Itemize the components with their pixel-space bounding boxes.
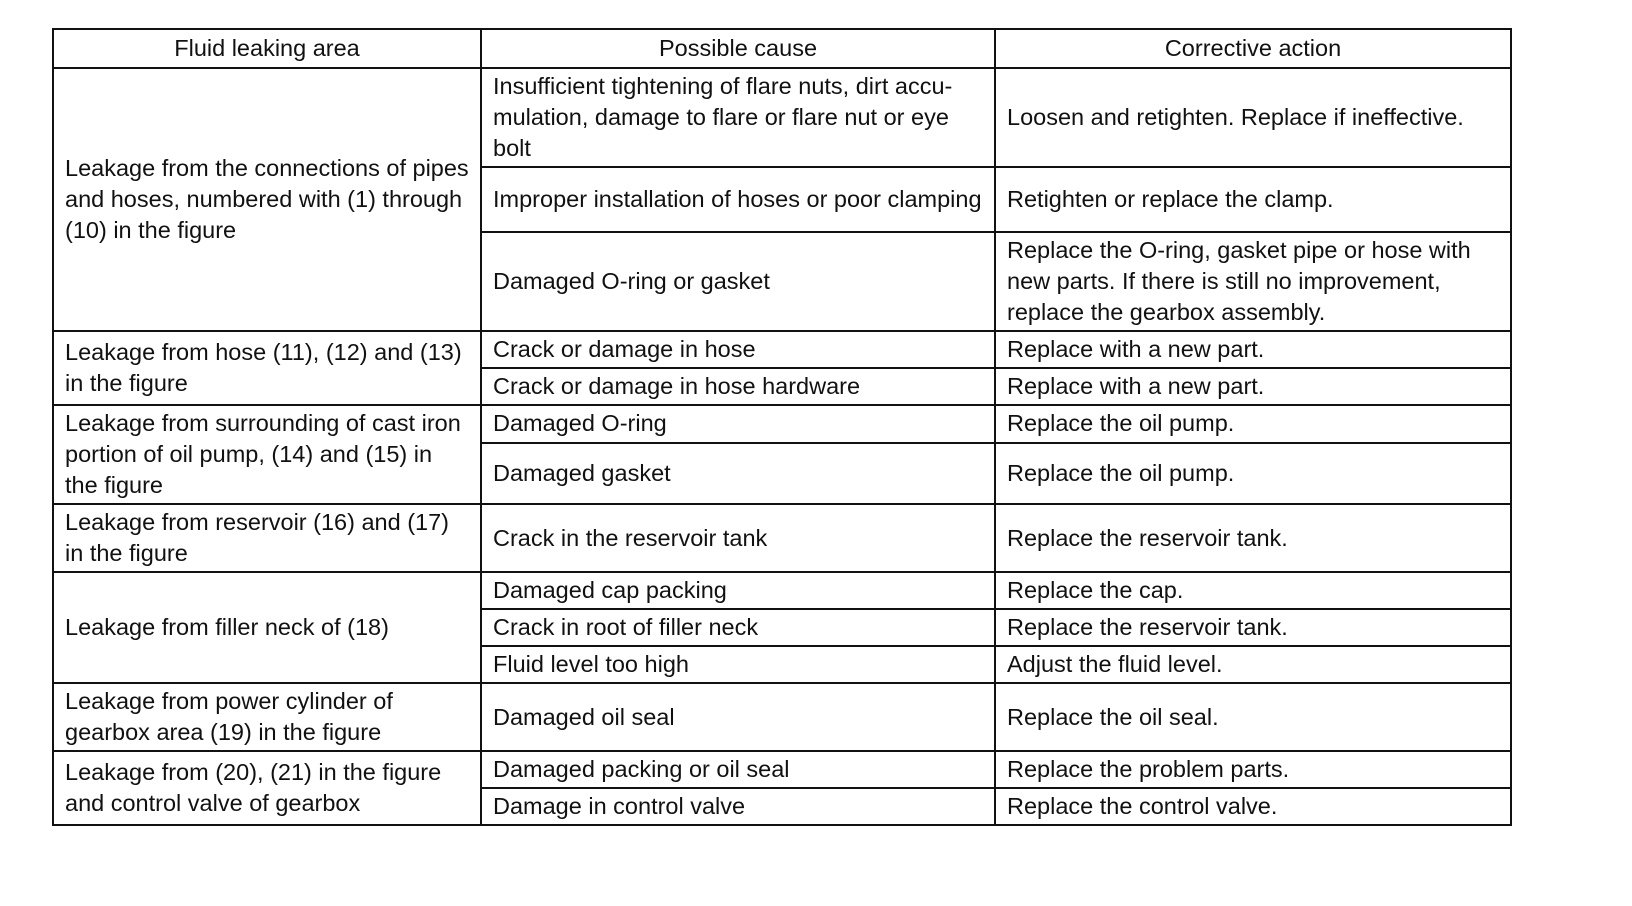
header-corrective-action: Corrective action: [995, 29, 1511, 68]
table-header: [53, 29, 1511, 68]
corrective-action-cell: Replace the oil pump.: [995, 443, 1511, 504]
possible-cause-cell: Fluid level too high: [481, 646, 995, 683]
corrective-action-cell: Replace the cap.: [995, 572, 1511, 609]
possible-cause-cell: Damaged packing or oil seal: [481, 751, 995, 788]
corrective-action-cell: Replace the O-ring, gasket pipe or hose with new parts. If there is still no improvement, replace the gearbox assembly.: [995, 232, 1511, 331]
possible-cause-cell: Damaged O-ring: [481, 405, 995, 443]
possible-cause-cell: Crack in the reservoir tank: [481, 504, 995, 572]
corrective-action-cell: Replace the oil seal.: [995, 683, 1511, 751]
table-row: [53, 331, 1511, 368]
corrective-action-cell: Replace the reservoir tank.: [995, 504, 1511, 572]
corrective-action-cell: Replace with a new part.: [995, 331, 1511, 368]
corrective-action-cell: Loosen and retighten. Replace if ineffective.: [995, 68, 1511, 167]
corrective-action-cell: Replace with a new part.: [995, 368, 1511, 405]
possible-cause-cell: Improper installation of hoses or poor clamping: [481, 167, 995, 232]
fluid-leak-troubleshooting-table: [52, 28, 1512, 826]
possible-cause-cell: Insufficient tightening of flare nuts, dirt accu-mulation, damage to flare or flare nut or eye bolt: [481, 68, 995, 167]
possible-cause-cell: Damaged O-ring or gasket: [481, 232, 995, 331]
corrective-action-cell: Replace the control valve.: [995, 788, 1511, 825]
leaking-area-cell: Leakage from surrounding of cast iron portion of oil pump, (14) and (15) in the figure: [53, 405, 481, 504]
table-body: [53, 68, 1511, 825]
header-possible-cause: Possible cause: [481, 29, 995, 68]
possible-cause-cell: Damaged gasket: [481, 443, 995, 504]
table-row: [53, 68, 1511, 167]
possible-cause-cell: Damage in control valve: [481, 788, 995, 825]
leaking-area-cell: Leakage from (20), (21) in the figure and control valve of gearbox: [53, 751, 481, 825]
leaking-area-cell: Leakage from the connections of pipes and hoses, numbered with (1) through (10) in the figure: [53, 68, 481, 331]
possible-cause-cell: Crack or damage in hose hardware: [481, 368, 995, 405]
header-row: [53, 29, 1511, 68]
header-fluid-leaking-area: Fluid leaking area: [53, 29, 481, 68]
possible-cause-cell: Damaged oil seal: [481, 683, 995, 751]
table-row: [53, 683, 1511, 751]
possible-cause-cell: Crack or damage in hose: [481, 331, 995, 368]
leaking-area-cell: Leakage from hose (11), (12) and (13) in the figure: [53, 331, 481, 405]
corrective-action-cell: Replace the problem parts.: [995, 751, 1511, 788]
possible-cause-cell: Damaged cap packing: [481, 572, 995, 609]
leaking-area-cell: Leakage from filler neck of (18): [53, 572, 481, 683]
corrective-action-cell: Replace the oil pump.: [995, 405, 1511, 443]
leaking-area-cell: Leakage from reservoir (16) and (17) in the figure: [53, 504, 481, 572]
table-row: [53, 504, 1511, 572]
table-row: [53, 751, 1511, 788]
leaking-area-cell: Leakage from power cylinder of gearbox area (19) in the figure: [53, 683, 481, 751]
corrective-action-cell: Retighten or replace the clamp.: [995, 167, 1511, 232]
corrective-action-cell: Adjust the fluid level.: [995, 646, 1511, 683]
table-row: [53, 405, 1511, 443]
table-row: [53, 572, 1511, 609]
possible-cause-cell: Crack in root of filler neck: [481, 609, 995, 646]
corrective-action-cell: Replace the reservoir tank.: [995, 609, 1511, 646]
